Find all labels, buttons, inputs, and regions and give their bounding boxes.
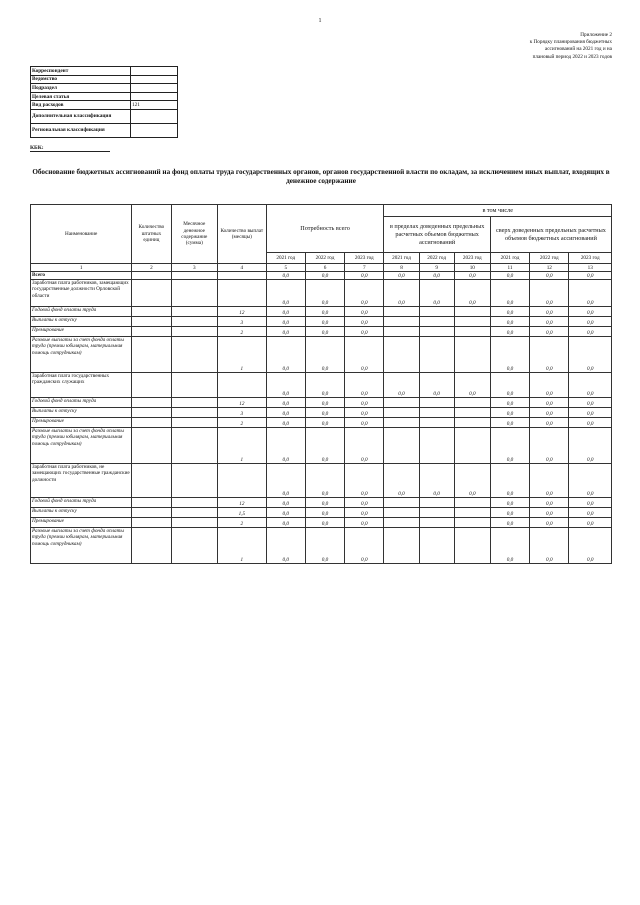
row-name: Годовой фонд оплаты труда [31, 498, 132, 508]
header-year: 2021 год [490, 253, 529, 264]
row-months: 12 [218, 398, 267, 408]
column-number: 13 [569, 264, 612, 272]
empty-cell [132, 373, 171, 398]
appendix-note [442, 32, 612, 61]
value-cell: 0,0 [490, 508, 529, 518]
row-months [218, 373, 267, 398]
value-cell: 0,0 [266, 317, 305, 327]
classification-label: Вид расходов [31, 101, 131, 110]
row-months: 2 [218, 518, 267, 528]
value-cell [454, 428, 490, 464]
empty-cell [171, 398, 218, 408]
column-number: 8 [384, 264, 419, 272]
value-cell [384, 528, 419, 564]
appendix-line: к Порядку планирования бюджетных [529, 39, 612, 46]
empty-cell [132, 317, 171, 327]
table-row [31, 373, 612, 398]
row-months: 1 [218, 528, 267, 564]
value-cell: 0,0 [569, 498, 612, 508]
value-cell: 0,0 [490, 327, 529, 337]
kbk-label: КБК: [30, 145, 110, 152]
row-name: Заработная плата работников, замещающих государственные должности Орловской области [31, 280, 132, 307]
value-cell: 0,0 [345, 418, 384, 428]
header-year: 2023 год [345, 253, 384, 264]
empty-cell [132, 337, 171, 373]
row-name: Выплаты к отпуску [31, 408, 132, 418]
value-cell: 0,0 [530, 518, 569, 528]
row-months [218, 464, 267, 498]
appendix-line: ассигнований на 2021 год и на [544, 46, 612, 53]
value-cell [384, 317, 419, 327]
header-year: 2022 год [305, 253, 344, 264]
value-cell: 0,0 [569, 337, 612, 373]
value-cell [454, 498, 490, 508]
value-cell [454, 317, 490, 327]
value-cell [419, 518, 454, 528]
value-cell: 0,0 [305, 508, 344, 518]
value-cell [384, 398, 419, 408]
value-cell: 0,0 [454, 280, 490, 307]
column-number: 12 [530, 264, 569, 272]
value-cell: 0,0 [419, 464, 454, 498]
value-cell: 0,0 [530, 508, 569, 518]
value-cell: 0,0 [569, 528, 612, 564]
classification-value [131, 84, 178, 93]
row-name: Заработная плата государственных гражданских служащих [31, 373, 132, 398]
column-number: 6 [305, 264, 344, 272]
value-cell: 0,0 [530, 272, 569, 280]
empty-cell [171, 498, 218, 508]
value-cell: 0,0 [305, 464, 344, 498]
empty-cell [132, 464, 171, 498]
value-cell: 0,0 [569, 307, 612, 317]
value-cell: 0,0 [569, 280, 612, 307]
value-cell: 0,0 [490, 418, 529, 428]
row-months [218, 272, 267, 280]
row-months: 3 [218, 317, 267, 327]
row-name: Разовые выплаты за счет фонда оплаты труда (премии юбилярам, материальная помощь сотрудникам) [31, 337, 132, 373]
classification-row [31, 67, 178, 76]
classification-label: Целевая статья [31, 92, 131, 101]
value-cell: 0,0 [530, 408, 569, 418]
value-cell: 0,0 [266, 464, 305, 498]
value-cell: 0,0 [530, 373, 569, 398]
document-title: Обоснование бюджетных ассигнований на фонд оплаты труда государственных органов, органов государственной власти по окладам, за исключением иных выплат, входящих в денежное содержание [32, 168, 610, 185]
value-cell: 0,0 [266, 508, 305, 518]
value-cell: 0,0 [490, 498, 529, 508]
row-months: 1 [218, 337, 267, 373]
value-cell: 0,0 [569, 464, 612, 498]
value-cell: 0,0 [569, 398, 612, 408]
value-cell: 0,0 [345, 317, 384, 327]
empty-cell [132, 307, 171, 317]
value-cell: 0,0 [454, 373, 490, 398]
value-cell: 0,0 [305, 272, 344, 280]
value-cell [454, 408, 490, 418]
appendix-line: плановый период 2022 и 2023 годов [532, 53, 612, 60]
value-cell: 0,0 [266, 337, 305, 373]
value-cell: 0,0 [490, 518, 529, 528]
empty-cell [171, 327, 218, 337]
empty-cell [132, 408, 171, 418]
value-cell [384, 428, 419, 464]
empty-cell [132, 508, 171, 518]
empty-cell [171, 428, 218, 464]
classification-row [31, 75, 178, 84]
value-cell: 0,0 [569, 428, 612, 464]
value-cell [454, 528, 490, 564]
header-name: Наименование [31, 205, 132, 264]
value-cell: 0,0 [266, 327, 305, 337]
value-cell: 0,0 [345, 337, 384, 373]
table-row [31, 464, 612, 498]
value-cell: 0,0 [305, 337, 344, 373]
value-cell [419, 317, 454, 327]
column-number: 4 [218, 264, 267, 272]
empty-cell [132, 428, 171, 464]
row-name: Разовые выплаты за счет фонда оплаты труда (премии юбилярам, материальная помощь сотрудникам) [31, 528, 132, 564]
classification-label: Подраздел [31, 84, 131, 93]
value-cell [419, 327, 454, 337]
header-monthly-pay: Месячное денежное содержание (сумма) [171, 205, 218, 264]
table-row [31, 398, 612, 408]
value-cell: 0,0 [569, 408, 612, 418]
value-cell: 0,0 [569, 518, 612, 528]
value-cell [419, 428, 454, 464]
empty-cell [171, 508, 218, 518]
value-cell: 0,0 [384, 280, 419, 307]
column-number: 7 [345, 264, 384, 272]
classification-label: Региональная классификация [31, 123, 131, 137]
value-cell: 0,0 [266, 498, 305, 508]
value-cell: 0,0 [345, 428, 384, 464]
empty-cell [132, 518, 171, 528]
value-cell [419, 307, 454, 317]
value-cell: 0,0 [530, 528, 569, 564]
header-including: в том числе [384, 205, 612, 217]
classification-value [131, 109, 178, 123]
value-cell: 0,0 [345, 373, 384, 398]
table-row [31, 327, 612, 337]
value-cell: 0,0 [569, 317, 612, 327]
row-months: 12 [218, 307, 267, 317]
value-cell: 0,0 [454, 272, 490, 280]
value-cell: 0,0 [266, 373, 305, 398]
column-number: 11 [490, 264, 529, 272]
value-cell [419, 418, 454, 428]
row-name: Премирование [31, 518, 132, 528]
value-cell: 0,0 [305, 317, 344, 327]
empty-cell [171, 337, 218, 373]
column-number: 1 [31, 264, 132, 272]
table-row [31, 418, 612, 428]
value-cell: 0,0 [490, 528, 529, 564]
value-cell: 0,0 [569, 272, 612, 280]
row-name: Заработная плата работников, не замещающих государственные гражданские должности [31, 464, 132, 498]
header-year: 2021 год [266, 253, 305, 264]
row-months: 1 [218, 428, 267, 464]
value-cell [454, 337, 490, 373]
row-months: 2 [218, 418, 267, 428]
value-cell: 0,0 [305, 428, 344, 464]
budget-table [30, 204, 612, 564]
value-cell: 0,0 [530, 280, 569, 307]
value-cell: 0,0 [419, 280, 454, 307]
table-row [31, 498, 612, 508]
value-cell: 0,0 [569, 327, 612, 337]
table-row [31, 317, 612, 327]
column-number: 3 [171, 264, 218, 272]
row-months: 2 [218, 327, 267, 337]
empty-cell [171, 280, 218, 307]
value-cell [419, 508, 454, 518]
row-name: Выплаты к отпуску [31, 508, 132, 518]
table-row [31, 408, 612, 418]
value-cell: 0,0 [345, 272, 384, 280]
classification-row [31, 84, 178, 93]
table-row [31, 508, 612, 518]
empty-cell [171, 408, 218, 418]
empty-cell [171, 418, 218, 428]
classification-label: Корреспондент [31, 67, 131, 76]
value-cell [454, 327, 490, 337]
column-number: 2 [132, 264, 171, 272]
appendix-line: Приложение 2 [580, 32, 612, 38]
value-cell: 0,0 [384, 373, 419, 398]
value-cell: 0,0 [345, 528, 384, 564]
value-cell [419, 528, 454, 564]
table-row [31, 428, 612, 464]
value-cell [384, 307, 419, 317]
classification-row [31, 92, 178, 101]
row-name: Разовые выплаты за счет фонда оплаты труда (премии юбилярам, материальная помощь сотрудникам) [31, 428, 132, 464]
value-cell [384, 498, 419, 508]
value-cell: 0,0 [345, 464, 384, 498]
empty-cell [132, 398, 171, 408]
table-row [31, 280, 612, 307]
value-cell [419, 337, 454, 373]
value-cell: 0,0 [454, 464, 490, 498]
value-cell [419, 498, 454, 508]
table-row [31, 272, 612, 280]
value-cell: 0,0 [490, 317, 529, 327]
value-cell: 0,0 [266, 307, 305, 317]
value-cell [419, 408, 454, 418]
row-name: Премирование [31, 327, 132, 337]
value-cell [454, 418, 490, 428]
value-cell: 0,0 [266, 280, 305, 307]
header-above-limits: сверх доведенных предельных расчетных объемов бюджетных ассигнований [490, 217, 611, 253]
value-cell: 0,0 [305, 327, 344, 337]
row-name: Годовой фонд оплаты труда [31, 398, 132, 408]
empty-cell [132, 327, 171, 337]
classification-row [31, 109, 178, 123]
row-name: Выплаты к отпуску [31, 317, 132, 327]
value-cell [454, 518, 490, 528]
value-cell [419, 398, 454, 408]
row-name: Премирование [31, 418, 132, 428]
value-cell: 0,0 [345, 498, 384, 508]
value-cell: 0,0 [384, 272, 419, 280]
value-cell [384, 327, 419, 337]
value-cell: 0,0 [345, 280, 384, 307]
value-cell [384, 508, 419, 518]
row-name: Всего [31, 272, 132, 280]
value-cell: 0,0 [490, 337, 529, 373]
value-cell: 0,0 [305, 498, 344, 508]
row-months: 1,5 [218, 508, 267, 518]
row-name: Годовой фонд оплаты труда [31, 307, 132, 317]
value-cell: 0,0 [530, 317, 569, 327]
classification-row [31, 123, 178, 137]
value-cell: 0,0 [345, 518, 384, 528]
classification-label: Ведомство [31, 75, 131, 84]
value-cell [384, 408, 419, 418]
value-cell: 0,0 [345, 408, 384, 418]
value-cell: 0,0 [266, 272, 305, 280]
value-cell: 0,0 [530, 498, 569, 508]
table-row [31, 307, 612, 317]
value-cell: 0,0 [266, 528, 305, 564]
table-row [31, 528, 612, 564]
value-cell: 0,0 [530, 428, 569, 464]
empty-cell [132, 418, 171, 428]
column-number: 5 [266, 264, 305, 272]
value-cell [384, 518, 419, 528]
empty-cell [171, 317, 218, 327]
value-cell: 0,0 [490, 408, 529, 418]
empty-cell [171, 373, 218, 398]
value-cell [384, 418, 419, 428]
value-cell: 0,0 [490, 464, 529, 498]
empty-cell [171, 272, 218, 280]
value-cell [454, 307, 490, 317]
header-payments-count: Количество выплат (месяцы) [218, 205, 267, 264]
classification-row [31, 101, 178, 110]
value-cell: 0,0 [305, 518, 344, 528]
header-year: 2023 год [569, 253, 612, 264]
empty-cell [132, 272, 171, 280]
value-cell: 0,0 [384, 464, 419, 498]
header-within-limits: в пределах доведенных предельных расчетных объемов бюджетных ассигнований [384, 217, 490, 253]
value-cell: 0,0 [490, 373, 529, 398]
value-cell: 0,0 [530, 327, 569, 337]
header-staff-units: Количество штатных единиц [132, 205, 171, 264]
value-cell: 0,0 [305, 307, 344, 317]
header-year: 2021 год [384, 253, 419, 264]
value-cell: 0,0 [266, 398, 305, 408]
column-number: 10 [454, 264, 490, 272]
value-cell [454, 508, 490, 518]
value-cell: 0,0 [266, 408, 305, 418]
value-cell: 0,0 [266, 418, 305, 428]
value-cell [454, 398, 490, 408]
table-row [31, 518, 612, 528]
row-months: 12 [218, 498, 267, 508]
value-cell: 0,0 [530, 398, 569, 408]
page-number: 1 [318, 18, 322, 24]
value-cell: 0,0 [305, 398, 344, 408]
empty-cell [132, 280, 171, 307]
empty-cell [171, 464, 218, 498]
classification-label: Дополнительная классификация [31, 109, 131, 123]
header-year: 2022 год [419, 253, 454, 264]
empty-cell [171, 528, 218, 564]
empty-cell [132, 498, 171, 508]
value-cell: 0,0 [266, 518, 305, 528]
classification-value [131, 67, 178, 76]
classification-table [30, 66, 178, 138]
classification-value: 121 [131, 101, 178, 110]
value-cell: 0,0 [490, 307, 529, 317]
value-cell: 0,0 [490, 428, 529, 464]
value-cell: 0,0 [345, 398, 384, 408]
row-months: 3 [218, 408, 267, 418]
value-cell: 0,0 [345, 327, 384, 337]
header-total-need: Потребность всего [266, 205, 384, 253]
value-cell [384, 337, 419, 373]
value-cell: 0,0 [530, 464, 569, 498]
value-cell: 0,0 [305, 408, 344, 418]
value-cell: 0,0 [530, 418, 569, 428]
value-cell: 0,0 [345, 508, 384, 518]
classification-value [131, 92, 178, 101]
value-cell: 0,0 [419, 272, 454, 280]
empty-cell [171, 307, 218, 317]
value-cell: 0,0 [569, 508, 612, 518]
value-cell: 0,0 [305, 373, 344, 398]
value-cell: 0,0 [530, 307, 569, 317]
empty-cell [132, 528, 171, 564]
header-year: 2022 год [530, 253, 569, 264]
value-cell: 0,0 [305, 280, 344, 307]
value-cell: 0,0 [569, 418, 612, 428]
value-cell: 0,0 [305, 418, 344, 428]
value-cell: 0,0 [490, 398, 529, 408]
value-cell: 0,0 [569, 373, 612, 398]
value-cell: 0,0 [419, 373, 454, 398]
row-months [218, 280, 267, 307]
value-cell: 0,0 [490, 280, 529, 307]
value-cell: 0,0 [490, 272, 529, 280]
empty-cell [171, 518, 218, 528]
classification-value [131, 75, 178, 84]
value-cell: 0,0 [530, 337, 569, 373]
column-number: 9 [419, 264, 454, 272]
value-cell: 0,0 [266, 428, 305, 464]
header-year: 2023 год [454, 253, 490, 264]
classification-value [131, 123, 178, 137]
value-cell: 0,0 [305, 528, 344, 564]
value-cell: 0,0 [345, 307, 384, 317]
table-row [31, 337, 612, 373]
